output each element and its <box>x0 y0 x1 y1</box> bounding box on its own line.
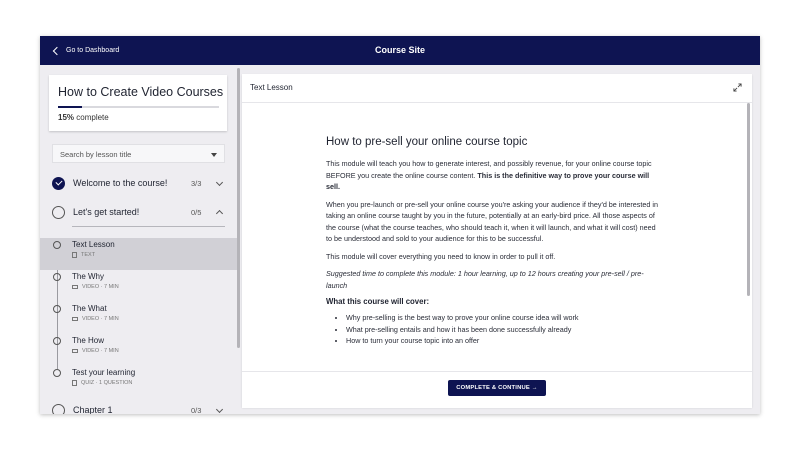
lesson-meta-text: VIDEO · 7 MIN <box>82 348 119 354</box>
app-frame <box>40 36 760 414</box>
chapter-lets-get-started[interactable] <box>40 200 240 226</box>
lesson-title: The Why <box>72 272 105 281</box>
lesson-meta-text: TEXT <box>81 252 96 258</box>
quiz-icon <box>72 380 77 386</box>
lesson-panel <box>242 74 752 407</box>
coverage-list <box>326 312 662 347</box>
chapter-1[interactable] <box>40 398 240 414</box>
video-icon <box>72 285 78 289</box>
lesson-title: Test your learning <box>72 368 136 377</box>
lesson-item-test-your-learning[interactable] <box>40 366 237 398</box>
coverage-subheading: What this course will cover: <box>326 297 430 306</box>
lesson-title: The How <box>72 336 105 345</box>
lesson-item-the-what[interactable] <box>40 302 237 334</box>
paragraph-intro <box>326 158 662 193</box>
paragraph-suggested-time: Suggested time to complete this module: 1 hour learning, up to 12 hours creating your pre-sell / pre-launch <box>326 269 644 290</box>
lesson-title: The What <box>72 304 107 313</box>
chapter-count: 0/5 <box>191 208 202 217</box>
chapter-welcome[interactable] <box>40 171 240 197</box>
intro-text: This module will teach you how to generate interest, and possibly revenue, for your online course topic BEFORE you create the online course content. <box>326 159 652 180</box>
lesson-title: Text Lesson <box>72 240 115 249</box>
chevron-up-icon <box>216 210 223 217</box>
complete-continue-button[interactable]: COMPLETE & CONTINUE → <box>448 380 546 396</box>
video-icon <box>72 349 78 353</box>
lesson-body <box>326 135 662 347</box>
paragraph-prelaunch: When you pre-launch or pre-sell your online course you're asking your audience if they'd be interested in taking an online course taught by you in the future, potentially at an early-bird price. All those aspects of the course (what the course teaches, who should teach it, when it will launch, and what it will cost) need to be understood and sold to your audience for this to be successful. <box>326 199 658 243</box>
course-title: How to Create Video Courses <box>58 85 224 99</box>
lesson-search-select[interactable] <box>52 144 225 163</box>
lesson-status-circle-icon <box>53 305 61 313</box>
lesson-type-title: Text Lesson <box>250 83 293 92</box>
sidebar <box>40 65 240 414</box>
lesson-meta <box>72 380 132 386</box>
chapter-title: Chapter 1 <box>73 405 113 414</box>
lesson-meta-text: QUIZ · 1 QUESTION <box>81 380 133 386</box>
video-icon <box>72 317 78 321</box>
lesson-meta-text: VIDEO · 7 MIN <box>82 316 119 322</box>
content-scrollbar[interactable] <box>747 103 750 296</box>
chevron-down-icon <box>216 179 223 186</box>
progress-suffix: complete <box>76 113 109 122</box>
lesson-footer <box>242 371 752 408</box>
lesson-meta <box>72 316 119 322</box>
top-bar <box>40 36 760 65</box>
lesson-item-the-why[interactable] <box>40 270 237 302</box>
site-title: Course Site <box>374 45 425 55</box>
chapter-divider <box>72 226 225 227</box>
lesson-panel-header <box>242 74 752 103</box>
chapter-count: 3/3 <box>191 179 202 188</box>
empty-circle-icon <box>52 206 65 219</box>
lesson-meta <box>72 348 119 354</box>
document-icon <box>72 252 77 258</box>
lesson-meta <box>72 284 119 290</box>
search-placeholder: Search by lesson title <box>60 150 132 159</box>
lesson-item-the-how[interactable] <box>40 334 237 366</box>
list-item: • What pre-selling entails and how it has been done successfully already <box>346 324 662 336</box>
lesson-status-circle-icon <box>53 273 61 281</box>
lesson-meta <box>72 252 95 258</box>
expand-icon[interactable] <box>733 83 742 92</box>
check-circle-icon <box>52 177 65 190</box>
lesson-status-circle-icon <box>53 241 61 249</box>
chapter-title: Let's get started! <box>73 207 140 217</box>
lesson-status-circle-icon <box>53 369 61 377</box>
progress-percent: 15% <box>58 113 75 122</box>
lesson-heading: How to pre-sell your online course topic <box>326 136 528 148</box>
list-item: • Why pre-selling is the best way to prove your online course idea will work <box>346 312 662 324</box>
caret-down-icon <box>211 153 217 157</box>
lesson-item-text-lesson[interactable] <box>40 238 237 270</box>
progress-fill <box>58 106 82 108</box>
intro-bold-text: This is the definitive way to prove your course will sell. <box>326 170 650 191</box>
chapter-title: Welcome to the course! <box>73 178 168 188</box>
lesson-meta-text: VIDEO · 7 MIN <box>82 284 119 290</box>
lesson-status-circle-icon <box>53 337 61 345</box>
course-progress-card <box>49 75 227 131</box>
paragraph-coverage: This module will cover everything you need to know in order to pull it off. <box>326 251 556 261</box>
list-item: • How to turn your course topic into an offer <box>346 335 662 347</box>
back-label: Go to Dashboard <box>66 47 120 54</box>
progress-text <box>58 113 109 122</box>
lesson-content <box>242 103 752 363</box>
chevron-down-icon <box>216 406 223 413</box>
empty-circle-icon <box>52 404 65 414</box>
chapter-count: 0/3 <box>191 406 202 414</box>
progress-bar <box>58 106 219 108</box>
